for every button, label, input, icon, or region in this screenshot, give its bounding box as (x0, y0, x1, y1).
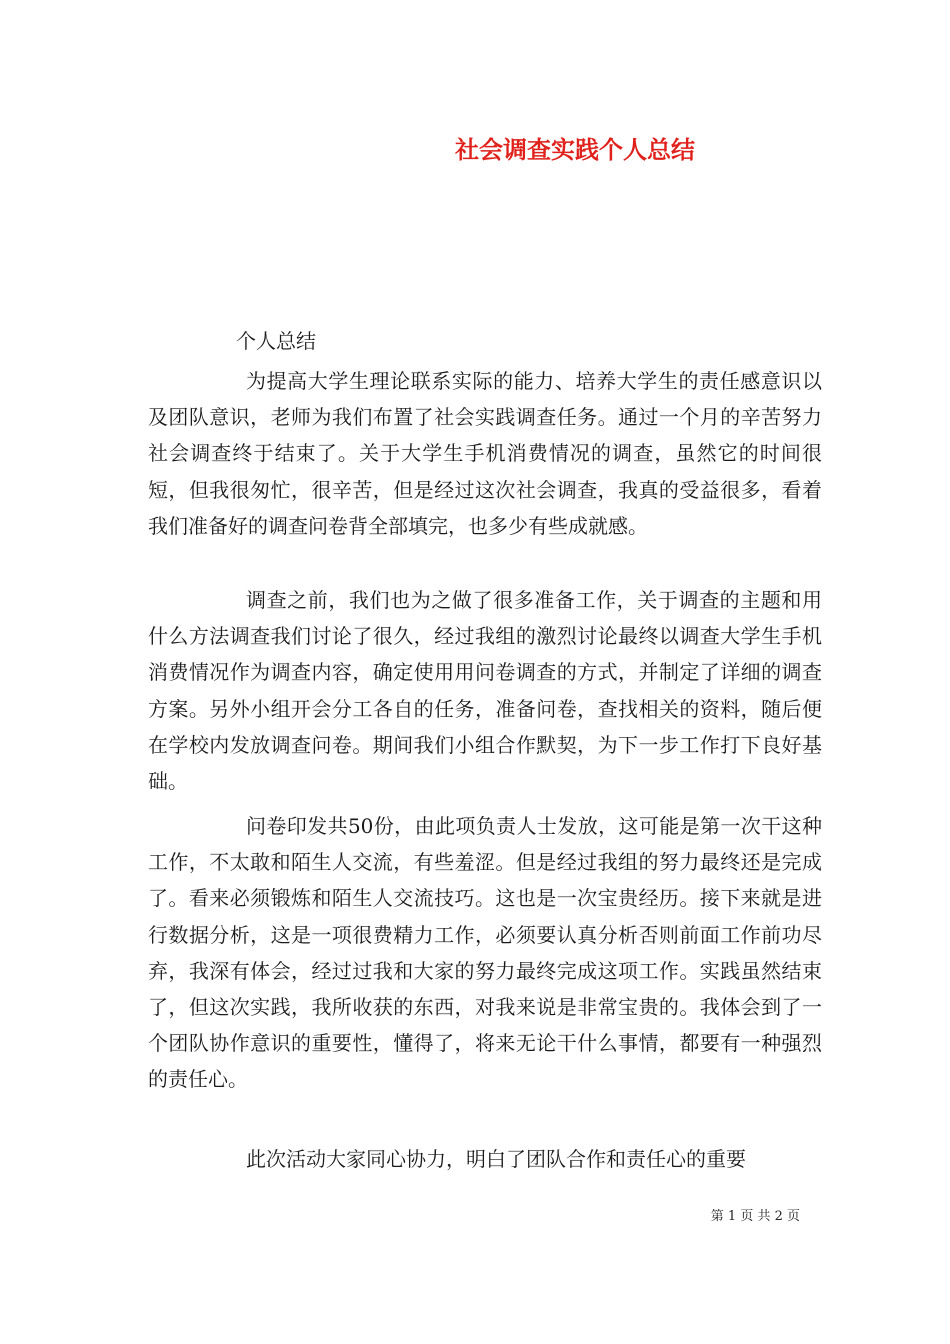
paragraph-3: 问卷印发共50份，由此项负责人士发放，这可能是第一次干这种工作，不太敢和陌生人交流，有些羞涩。但是经过我组的努力最终还是完成了。看来必须锻炼和陌生人交流技巧。这也是一次宝贵经历。接下来就是进行数据分析，这是一项很费精力工作，必须要认真分析否则前面工作前功尽弃，我深有体会，经过过我和大家的努力最终完成这项工作。实践虽然结束了，但这次实践，我所收获的东西，对我来说是非常宝贵的。我体会到了一个团队协作意识的重要性，懂得了，将来无论干什么事情，都要有一种强烈的责任心。 (148, 814, 822, 1092)
section-heading: 个人总结 (236, 329, 316, 353)
page-footer: 第 1 页 共 2 页 (710, 1209, 800, 1224)
document-title: 社会调查实践个人总结 (455, 135, 695, 164)
paragraph-2: 调查之前，我们也为之做了很多准备工作，关于调查的主题和用什么方法调查我们讨论了很久，经过我组的激烈讨论最终以调查大学生手机消费情况作为调查内容，确定使用用问卷调查的方式，并制定了详细的调查方案。另外小组开会分工各自的任务，准备问卷，查找相关的资料，随后便在学校内发放调查问卷。期间我们小组合作默契，为下一步工作打下良好基础。 (148, 588, 822, 794)
paragraph-4: 此次活动大家同心协力，明白了团队合作和责任心的重要 (246, 1147, 746, 1171)
paragraph-1: 为提高大学生理论联系实际的能力、培养大学生的责任感意识以及团队意识，老师为我们布置了社会实践调查任务。通过一个月的辛苦努力社会调查终于结束了。关于大学生手机消费情况的调查，虽然它的时间很短，但我很匆忙，很辛苦，但是经过这次社会调查，我真的受益很多，看着我们准备好的调查问卷背全部填完，也多少有些成就感。 (148, 369, 822, 538)
